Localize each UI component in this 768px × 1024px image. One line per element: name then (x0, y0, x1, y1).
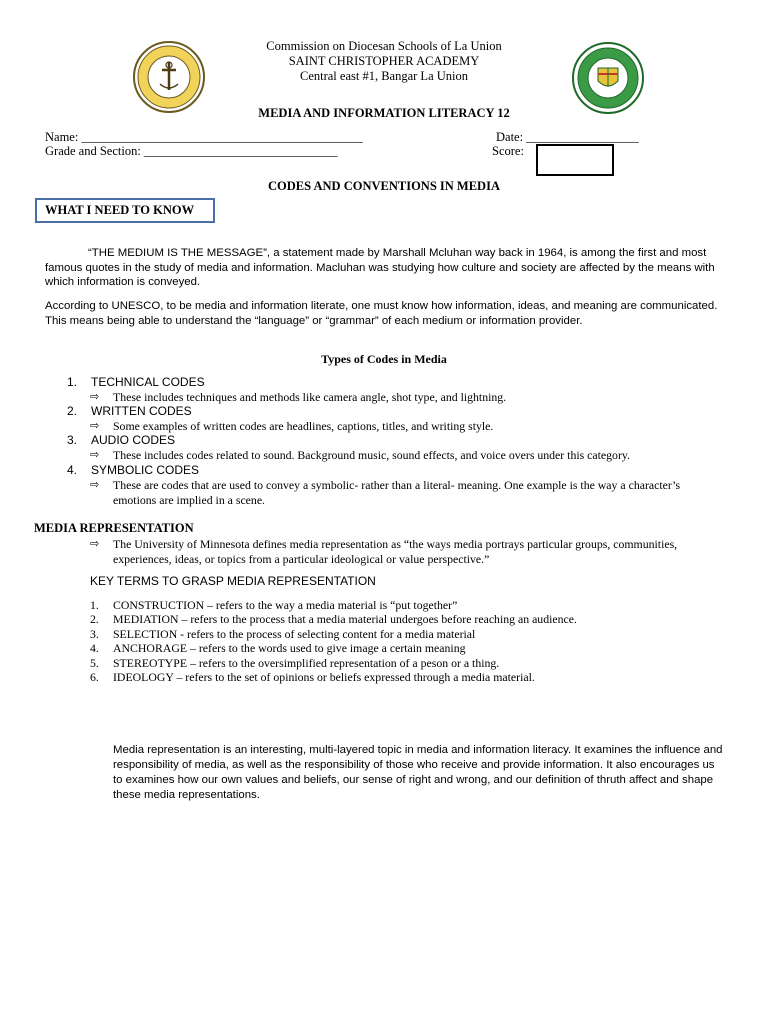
key-term-text: STEREOTYPE – refers to the oversimplified representation of a peson or a thing. (113, 656, 500, 670)
code-item-audio (67, 433, 175, 448)
date-field[interactable]: Date: __________________ (496, 130, 639, 144)
grade-section-field[interactable]: Grade and Section: _______________________________ (45, 144, 338, 158)
key-term-anchorage (90, 641, 466, 656)
subject-title: MEDIA AND INFORMATION LITERACY 12 (258, 106, 510, 120)
intro-paragraph-1 (45, 246, 720, 290)
code-desc-text: Some examples of written codes are headlines, captions, titles, and writing style. (113, 419, 494, 433)
key-term-text: SELECTION - refers to the process of selecting content for a media material (113, 627, 476, 641)
code-label: WRITTEN CODES (91, 404, 192, 418)
score-label: Score: (492, 144, 524, 158)
arrow-right-icon: ⇨ (90, 419, 100, 432)
types-of-codes-title: Types of Codes in Media (321, 352, 447, 366)
diocesan-seal-icon (132, 40, 206, 114)
arrow-right-icon: ⇨ (90, 478, 100, 491)
code-desc-text: These includes techniques and methods like camera angle, shot type, and lightning. (113, 390, 507, 404)
list-number: 3. (67, 433, 78, 447)
code-label: SYMBOLIC CODES (91, 463, 200, 477)
key-term-text: ANCHORAGE – refers to the words used to give image a certain meaning (113, 641, 466, 655)
key-term-mediation (90, 612, 577, 627)
code-desc-audio (90, 448, 720, 463)
code-label: AUDIO CODES (91, 433, 176, 447)
code-desc-text: These are codes that are used to convey a symbolic- rather than a literal- meaning. One example is the way a character’s emotions are implied in a scene. (113, 478, 681, 507)
key-terms-title: KEY TERMS TO GRASP MEDIA REPRESENTATION (90, 574, 376, 588)
name-field[interactable]: Name: _____________________________________________ (45, 130, 363, 144)
header-commission: Commission on Diocesan Schools of La Union (266, 39, 502, 53)
code-item-symbolic (67, 463, 199, 478)
list-number: 2. (90, 612, 99, 626)
key-term-selection (90, 627, 475, 642)
intro-paragraph-2: According to UNESCO, to be media and information literate, one must know how information, ideas, and meaning are communicated. This means being able to understand the “language” or “grammar” of each medium or information provider. (45, 300, 718, 327)
key-term-construction (90, 598, 457, 613)
list-number: 4. (90, 641, 99, 655)
list-number: 4. (67, 463, 78, 477)
key-term-text: MEDIATION – refers to the process that a media material undergoes before reaching an audience. (113, 612, 577, 626)
section-title: CODES AND CONVENTIONS IN MEDIA (268, 179, 500, 193)
what-i-need-to-know-box: WHAT I NEED TO KNOW (35, 198, 215, 223)
media-representation-desc (90, 537, 720, 566)
media-representation-title: MEDIA REPRESENTATION (34, 521, 194, 535)
arrow-right-icon: ⇨ (90, 390, 100, 403)
list-number: 6. (90, 670, 99, 684)
code-desc-written (90, 419, 720, 434)
list-number: 5. (90, 656, 99, 670)
key-term-stereotype (90, 656, 499, 671)
list-number: 1. (67, 375, 78, 389)
list-number: 2. (67, 404, 78, 418)
arrow-right-icon: ⇨ (90, 537, 100, 550)
academy-seal-icon (571, 41, 645, 115)
code-desc-text: These includes codes related to sound. Background music, sound effects, and voice overs under this category. (113, 448, 630, 462)
closing-paragraph: Media representation is an interesting, multi-layered topic in media and information literacy. It examines the influence and responsibility of media, as well as the responsibility of those who receive and provide information. It also encourages us to examines how our own values and beliefs, our sense of right and wrong, and our definition of thruth affect and shape these media representations. (113, 744, 723, 801)
code-desc-technical (90, 390, 720, 405)
code-desc-symbolic (90, 478, 720, 507)
header-school-name: SAINT CHRISTOPHER ACADEMY (288, 54, 480, 68)
key-term-text: CONSTRUCTION – refers to the way a media material is “put together” (113, 598, 458, 612)
media-representation-text: The University of Minnesota defines media representation as “the ways media portrays particular groups, communities, experiences, ideas, or topics from a particular ideological or value perspective.” (113, 537, 678, 566)
key-term-ideology (90, 670, 535, 685)
key-term-text: IDEOLOGY – refers to the set of opinions or beliefs expressed through a media material. (113, 670, 535, 684)
header-address: Central east #1, Bangar La Union (299, 69, 468, 83)
score-box[interactable] (536, 144, 614, 176)
code-item-written (67, 404, 192, 419)
arrow-right-icon: ⇨ (90, 448, 100, 461)
list-number: 3. (90, 627, 99, 641)
list-number: 1. (90, 598, 99, 612)
code-label: TECHNICAL CODES (91, 375, 205, 389)
code-item-technical (67, 375, 205, 390)
intro-paragraph-1-text: “THE MEDIUM IS THE MESSAGE”, a statement made by Marshall Mcluhan way back in 1964, is among the first and most famous quotes in the study of media and information. Macluhan was studying how culture and society are affected by the means with which information is conveyed. (45, 247, 715, 288)
